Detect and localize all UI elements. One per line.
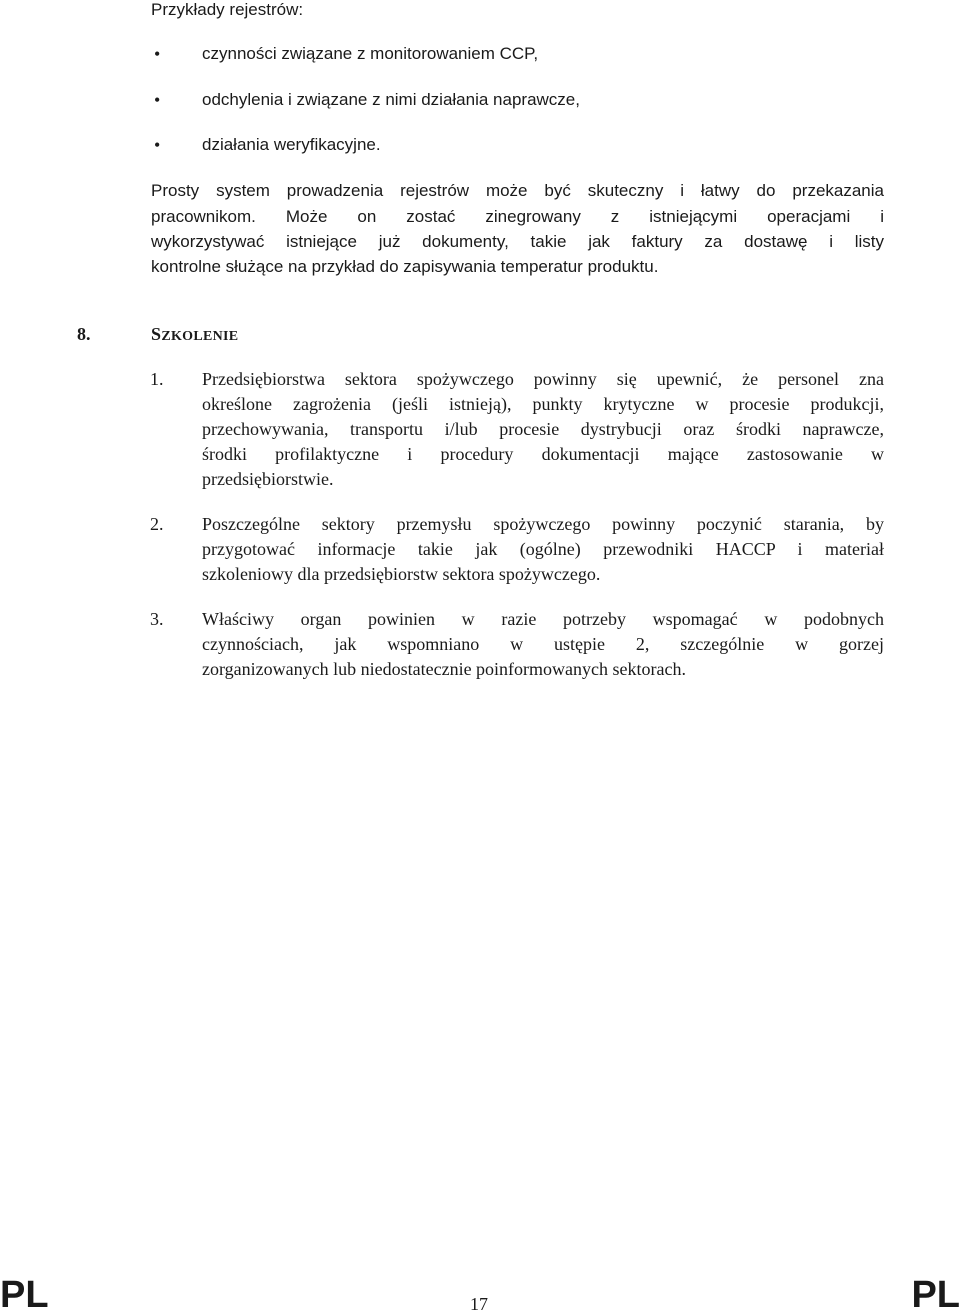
item-line: określone zagrożenia (jeśli istnieją), punkty krytyczne w procesie produkcji,: [202, 394, 884, 414]
item-line: przedsiębiorstwie.: [202, 469, 334, 489]
examples-label: Przykłady rejestrów:: [151, 0, 304, 19]
section-number: 8.: [77, 324, 91, 344]
item-number: 3.: [150, 609, 164, 629]
item-line: szkoleniowy dla przedsiębiorstw sektora spożywczego.: [202, 564, 601, 584]
language-code-left: PL: [0, 1274, 49, 1316]
item-line: Właściwy organ powinien w razie potrzeby wspomagać w podobnych: [202, 609, 884, 629]
item-line: Poszczególne sektory przemysłu spożywczego powinny poczynić starania, by: [202, 514, 884, 534]
bullet-icon: •: [154, 135, 161, 155]
item-number: 1.: [150, 369, 164, 389]
list-item-text: działania weryfikacyjne.: [202, 135, 381, 154]
bullet-icon: •: [154, 44, 161, 64]
item-line: środki profilaktyczne i procedury dokumentacji mające zastosowanie w: [202, 444, 884, 464]
paragraph-line: pracownikom. Może on zostać zinegrowany z istniejącymi operacjami i: [151, 207, 884, 226]
item-line: przechowywania, transportu i/lub procesie dystrybucji oraz środki naprawcze,: [202, 419, 884, 439]
list-item-text: czynności związane z monitorowaniem CCP,: [202, 44, 539, 63]
bullet-icon: •: [154, 90, 161, 110]
item-line: przygotować informacje takie jak (ogólne) przewodniki HACCP i materiał: [202, 539, 884, 559]
list-item-text: odchylenia i związane z nimi działania naprawcze,: [202, 90, 580, 109]
item-line: czynnościach, jak wspomniano w ustępie 2, szczególnie w gorzej: [202, 634, 884, 654]
item-line: zorganizowanych lub niedostatecznie poinformowanych sektorach.: [202, 659, 686, 679]
paragraph-line: kontrolne służące na przykład do zapisywania temperatur produktu.: [151, 257, 659, 276]
item-number: 2.: [150, 514, 164, 534]
page-number: 17: [470, 1294, 488, 1314]
section-title: SZKOLENIE: [151, 324, 239, 344]
item-line: Przedsiębiorstwa sektora spożywczego powinny się upewnić, że personel zna: [202, 369, 884, 389]
language-code-right: PL: [911, 1274, 960, 1316]
paragraph-line: Prosty system prowadzenia rejestrów może być skuteczny i łatwy do przekazania: [151, 181, 884, 200]
paragraph-line: wykorzystywać istniejące już dokumenty, takie jak faktury za dostawę i listy: [151, 232, 884, 251]
